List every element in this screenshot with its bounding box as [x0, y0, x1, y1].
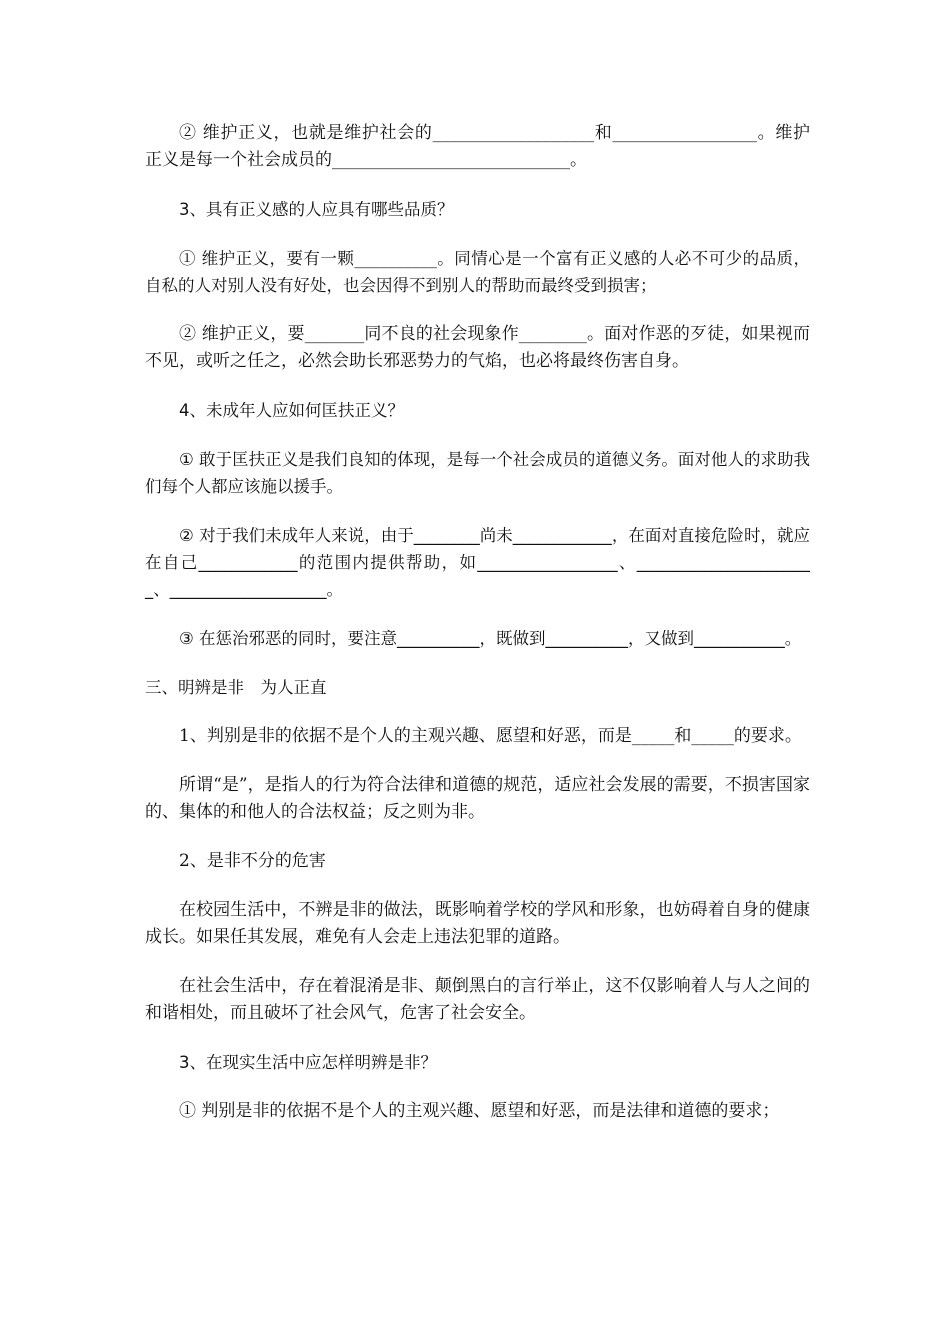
- subheading-harm: 2、是非不分的危害: [179, 851, 326, 871]
- document-page: [145, 120, 810, 1147]
- paragraph-sympathy: ① 维护正义，要有一颗__________。同情心是一个富有正义感的人必不可少的品质，自私的人对别人没有好处，也会因得不到别人的帮助而最终受到损害；: [145, 249, 810, 295]
- paragraph-basis-of-judgment: 1、判别是非的依据不是个人的主观兴趣、愿望和好恶，而是_____和_____的要求。: [179, 726, 802, 746]
- question-4-heading: 4、未成年人应如何匡扶正义？: [179, 401, 404, 420]
- question-3-distinguish-heading: 3、在现实生活中应怎样明辨是非？: [179, 1053, 437, 1072]
- paragraph-maintain-justice-blanks: ② 维护正义，也就是维护社会的___________________和_________________。维护正义是每一个社会成员的____________________________。: [145, 123, 810, 170]
- paragraph-punish-evil: ③ 在惩治邪恶的同时，要注意__________，既做到__________，又做到___________。: [179, 629, 802, 648]
- section-3-heading: 三、明辨是非 为人正直: [145, 678, 327, 697]
- paragraph-courage: ② 维护正义，要_______同不良的社会现象作________。面对作恶的歹徒，如果视而不见，或听之任之，必然会助长邪恶势力的气焰，也必将最终伤害自身。: [145, 324, 810, 371]
- paragraph-definition-right: 所谓“是”，是指人的行为符合法律和道德的规范，适应社会发展的需要，不损害国家的、集体的和他人的合法权益；反之则为非。: [145, 775, 810, 822]
- paragraph-conscience: ① 敢于匡扶正义是我们良知的体现，是每一个社会成员的道德义务。面对他人的求助我们每个人都应该施以援手。: [145, 450, 810, 496]
- paragraph-minors-help: ② 对于我们未成年人来说，由于________尚未____________，在面对直接危险时，就应在自己____________的范围内提供帮助，如_________________、______________________、___________________。: [145, 526, 810, 599]
- question-3-heading: 3、具有正义感的人应具有哪些品质？: [179, 200, 454, 219]
- paragraph-campus-life: 在校园生活中，不辨是非的做法，既影响着学校的学风和形象，也妨碍着自身的健康成长。如果任其发展，难免有人会走上违法犯罪的道路。: [145, 900, 810, 947]
- paragraph-social-life: 在社会生活中，存在着混淆是非、颠倒黑白的言行举止，这不仅影响着人与人之间的和谐相处，而且破坏了社会风气，危害了社会安全。: [145, 976, 810, 1023]
- paragraph-basis-law-morality: ① 判别是非的依据不是个人的主观兴趣、愿望和好恶，而是法律和道德的要求；: [179, 1101, 780, 1121]
